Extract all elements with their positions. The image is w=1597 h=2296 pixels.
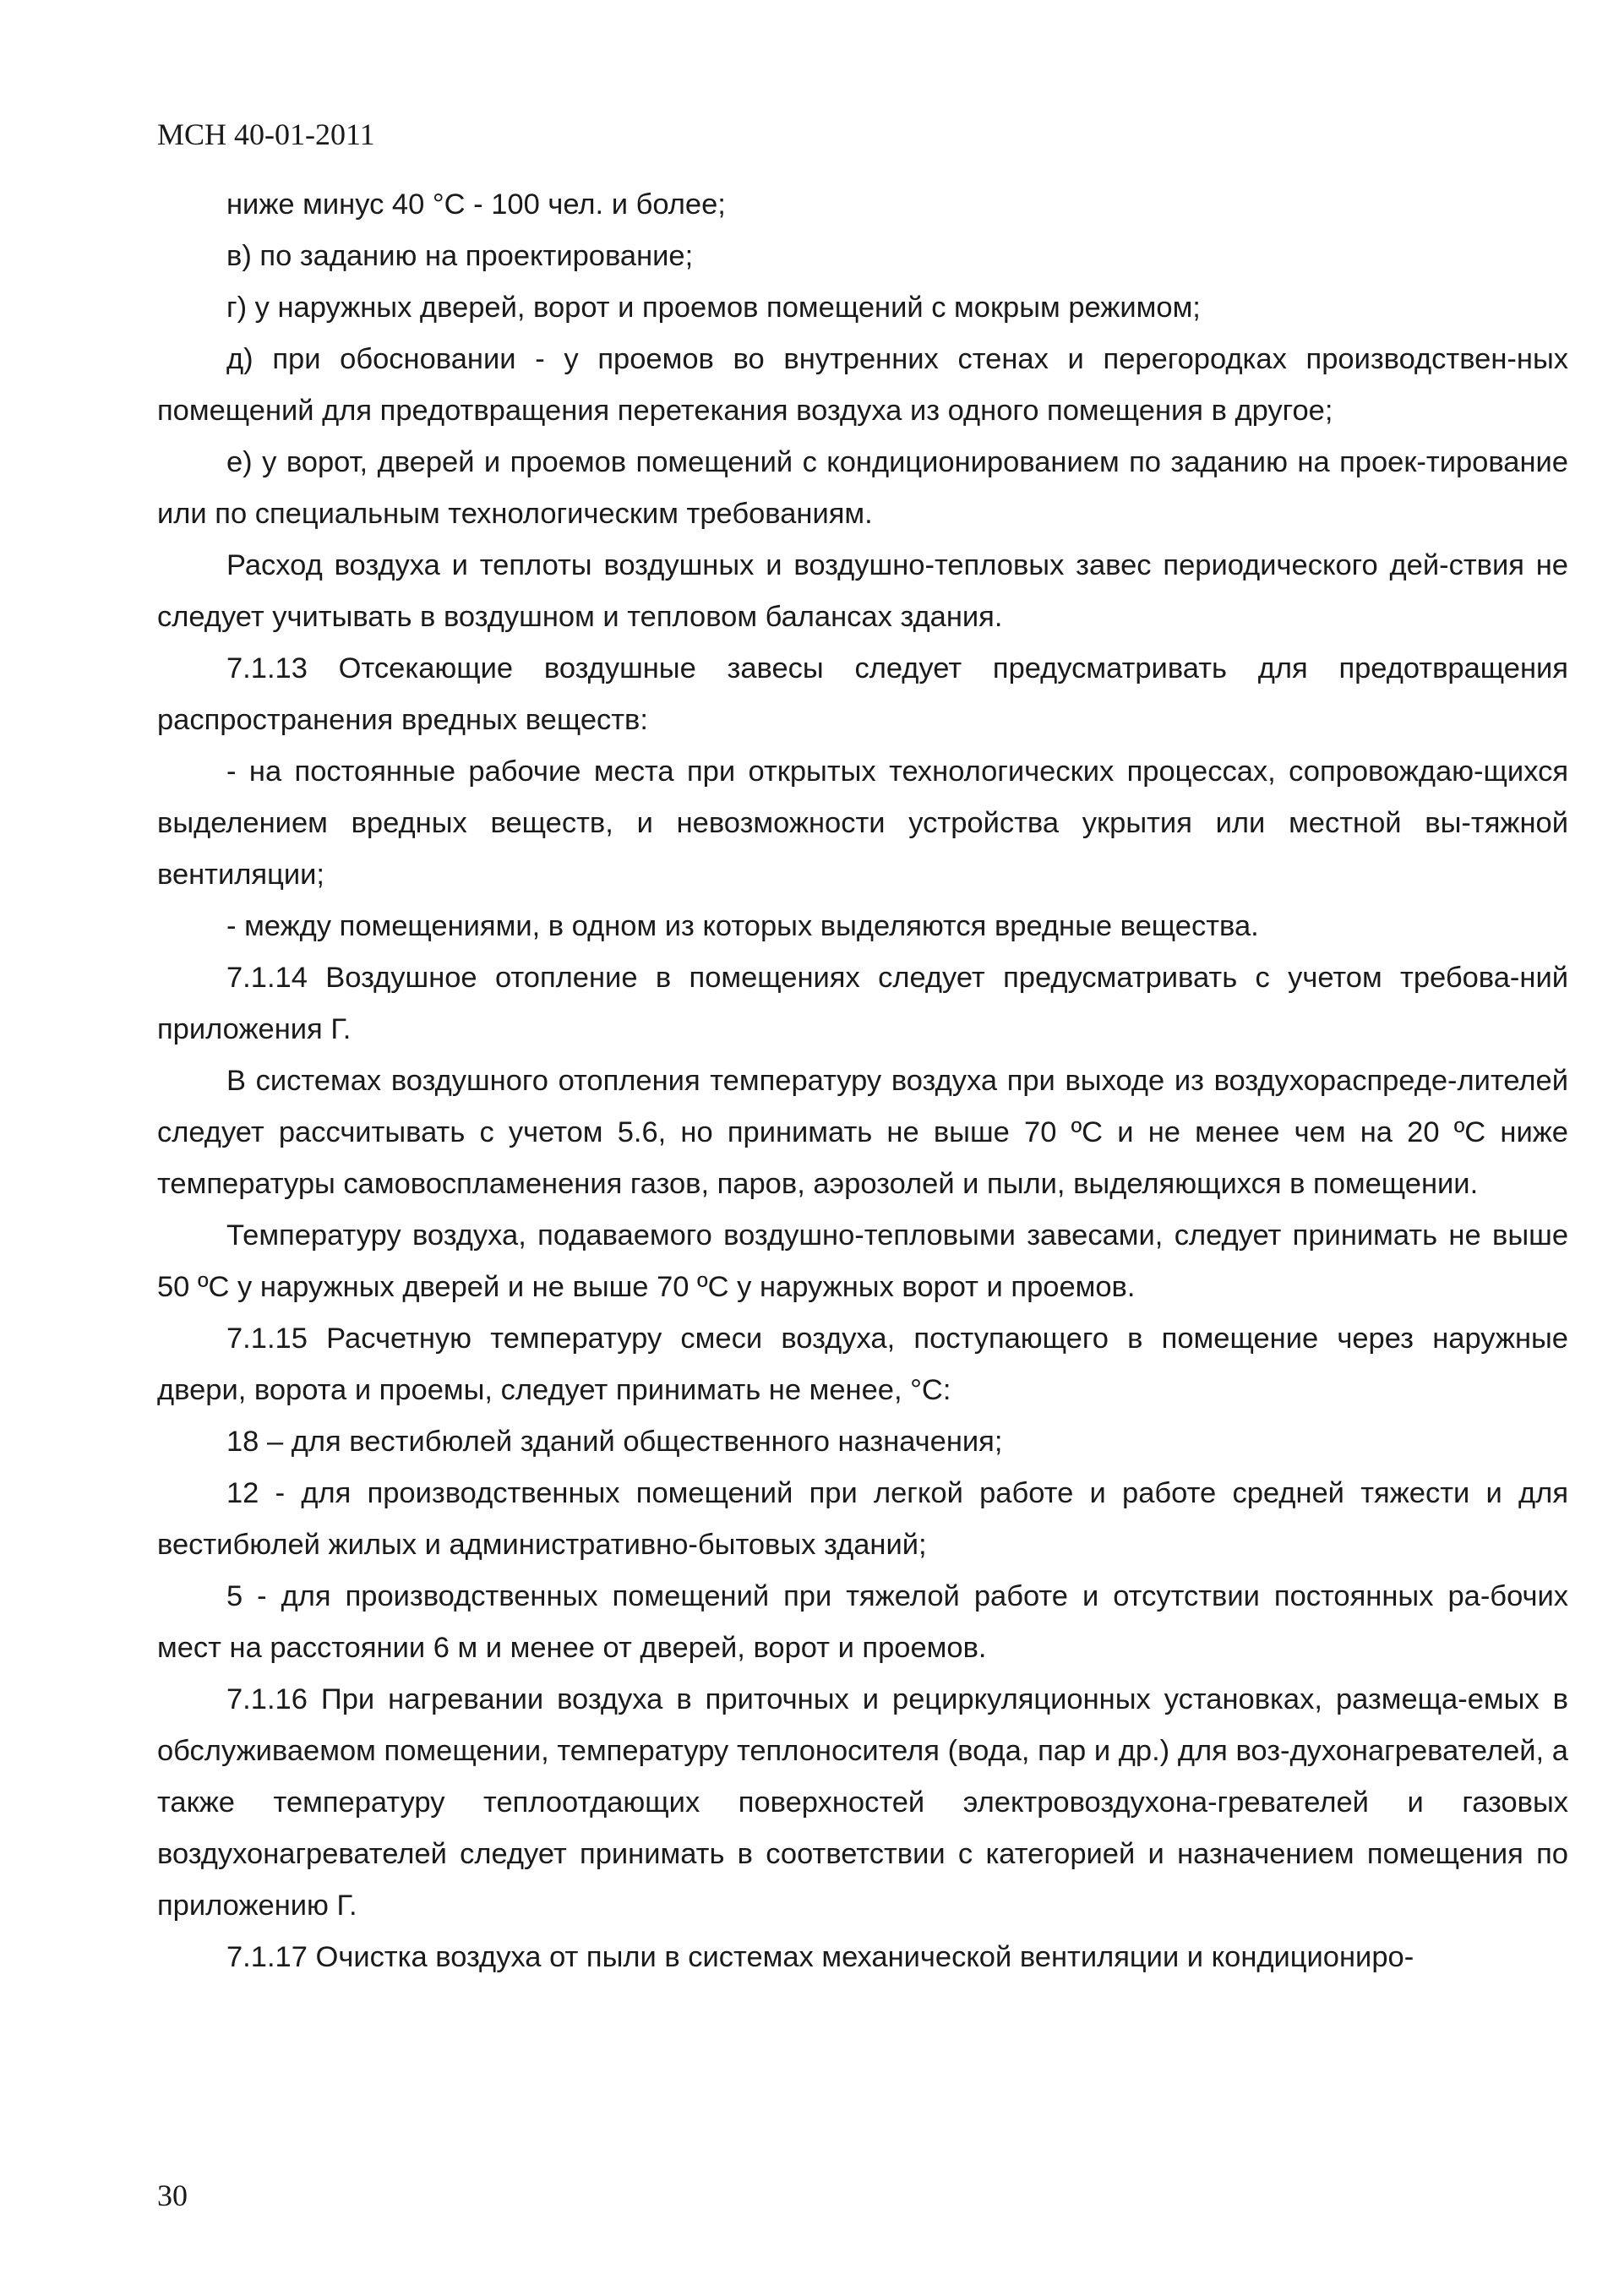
paragraph: 7.1.14 Воздушное отопление в помещениях следует предусматривать с учетом требова-ний приложения Г. xyxy=(157,962,1568,1045)
paragraph: Расход воздуха и теплоты воздушных и воздушно-тепловых завес периодического дей-ствия не следует учитывать в воздушном и тепловом балансах здания. xyxy=(157,549,1568,633)
paragraph: 7.1.16 При нагревании воздуха в приточных и рециркуляционных установках, размеща-емых в обслуживаемом помещении, температуру теплоносителя (вода, пар и др.) для воз-духонагревателей, а также температуру теплоотдающих поверхностей электровоздухона-гревателей и газовых воздухонагревателей следует принимать в соответствии с категорией и назначением помещения по приложению Г. xyxy=(157,1683,1568,1922)
paragraph: Температуру воздуха, подаваемого воздушно-тепловыми завесами, следует принимать не выше 50 ºС у наружных дверей и не выше 70 ºС у наружных ворот и проемов. xyxy=(157,1219,1568,1303)
paragraph: 7.1.13 Отсекающие воздушные завесы следует предусматривать для предотвращения распространения вредных веществ: xyxy=(157,652,1568,736)
paragraph: 7.1.17 Очистка воздуха от пыли в системах механической вентиляции и кондициониро- xyxy=(226,1941,1414,1973)
paragraph: В системах воздушного отопления температуру воздуха при выходе из воздухораспреде-лителей следует рассчитывать с учетом 5.6, но принимать не выше 70 ºС и не менее чем на 20 ºС ниже температуры самовоспламенения газов, паров, аэрозолей и пыли, выделяющихся в помещении. xyxy=(157,1065,1568,1200)
paragraph: 5 - для производственных помещений при тяжелой работе и отсутствии постоянных ра-бочих мест на расстоянии 6 м и менее от дверей, ворот и проемов. xyxy=(157,1580,1568,1664)
paragraph: г) у наружных дверей, ворот и проемов помещений с мокрым режимом; xyxy=(226,292,1201,324)
paragraph: 18 – для вестибюлей зданий общественного назначения; xyxy=(226,1426,1003,1458)
paragraph: - на постоянные рабочие места при открытых технологических процессах, сопровождаю-щихся выделением вредных веществ, и невозможности устройства укрытия или местной вы-тяжной вентиляции; xyxy=(157,755,1568,891)
body-text xyxy=(157,179,1568,1983)
paragraph: в) по заданию на проектирование; xyxy=(226,240,694,272)
paragraph: ниже минус 40 °С - 100 чел. и более; xyxy=(226,188,726,221)
paragraph: е) у ворот, дверей и проемов помещений с кондиционированием по заданию на проек-тирование или по специальным технологическим требованиям. xyxy=(157,446,1568,530)
page-number: 30 xyxy=(157,2179,188,2212)
paragraph: 12 - для производственных помещений при легкой работе и работе средней тяжести и для вестибюлей жилых и административно-бытовых зданий; xyxy=(157,1477,1568,1561)
document-code-header: МСН 40-01-2011 xyxy=(157,117,375,151)
paragraph: 7.1.15 Расчетную температуру смеси воздуха, поступающего в помещение через наружные двери, ворота и проемы, следует принимать не менее, °С: xyxy=(157,1323,1568,1406)
paragraph: д) при обосновании - у проемов во внутренних стенах и перегородках производствен-ных помещений для предотвращения перетекания воздуха из одного помещения в другое; xyxy=(157,343,1568,427)
paragraph: - между помещениями, в одном из которых выделяются вредные вещества. xyxy=(226,910,1259,942)
